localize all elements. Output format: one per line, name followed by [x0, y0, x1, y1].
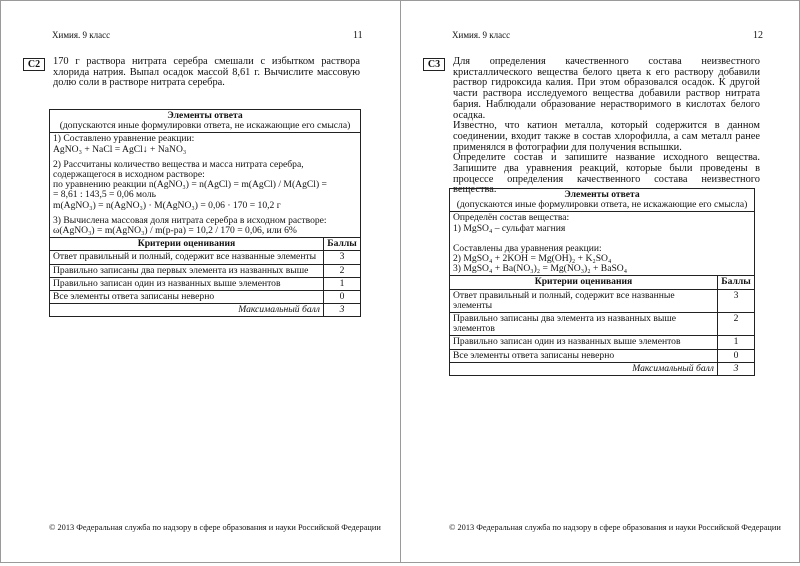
points-header: Баллы — [324, 238, 361, 251]
criteria-points: 3 — [324, 251, 361, 264]
criteria-text: Правильно записан один из названных выше элементов — [450, 336, 718, 349]
task-paragraph: Для определения качественного состава неизвестного кристаллического вещества белого цвета к его раствору добавили раствор гидроксида калия. При этом образовался осадок. К другой части раствора исследуемого вещества добавили раствор нитрата бария. Наблюдали образование нерастворимого в кислотах белого осадка. — [453, 56, 760, 121]
task-paragraph: 170 г раствора нитрата серебра смешали с избытком раствора хлорида натрия. Выпал осадок массой 8,61 г. Вычислите массовую долю соли в растворе нитрата серебра. — [53, 56, 360, 89]
criteria-points: 0 — [324, 291, 361, 304]
task-text — [453, 57, 760, 196]
criteria-row — [50, 251, 361, 264]
page-footer: © 2013 Федеральная служба по надзору в сфере образования и науки Российской Федерации — [49, 523, 381, 532]
page-header: Химия. 9 класс — [452, 30, 511, 40]
answer-line: 3) MgSO₄ + Ba(NO₃)₂ = Mg(NO₃)₂ + BaSO₄ — [453, 263, 628, 275]
criteria-row — [450, 349, 755, 362]
criteria-row — [450, 289, 755, 312]
criteria-text: Правильно записаны два первых элемента из названных выше — [50, 264, 324, 277]
answer-header — [50, 110, 361, 133]
answer-line: = 8,61 : 143,5 = 0,06 моль — [53, 189, 156, 201]
answer-line: AgNO₃ + NaCl = AgCl↓ + NaNO₃ — [53, 143, 187, 155]
criteria-text: Все элементы ответа записаны неверно — [450, 349, 718, 362]
criteria-points: 2 — [718, 313, 755, 336]
answer-table — [449, 188, 755, 376]
criteria-points: 1 — [718, 336, 755, 349]
criteria-points: 2 — [324, 264, 361, 277]
answer-header — [450, 189, 755, 212]
answer-subtitle: (допускаются иные формулировки ответа, не искажающие его смысла) — [59, 120, 351, 132]
criteria-text: Правильно записан один из названных выше элементов — [50, 277, 324, 290]
max-row — [50, 304, 361, 317]
criteria-text: Ответ правильный и полный, содержит все названные элементы — [450, 289, 718, 312]
answer-title: Элементы ответа — [564, 189, 640, 200]
answer-line: Определён состав вещества: — [453, 212, 570, 224]
criteria-row — [50, 264, 361, 277]
answer-subtitle: (допускаются иные формулировки ответа, не искажающие его смысла) — [456, 199, 748, 211]
answer-line: m(AgNO₃) = n(AgNO₃) · M(AgNO₃) = 0,06 · 170 = 10,2 г — [53, 199, 281, 211]
criteria-header: Критерии оценивания — [50, 238, 324, 251]
answer-line: 1) MgSO₄ – сульфат магния — [453, 222, 566, 234]
points-header: Баллы — [718, 276, 755, 289]
criteria-points: 0 — [718, 349, 755, 362]
task-id-badge: С3 — [423, 58, 445, 71]
criteria-points: 1 — [324, 277, 361, 290]
max-label: Максимальный балл — [50, 304, 324, 317]
answer-table — [49, 109, 361, 317]
page-number: 12 — [753, 30, 763, 41]
criteria-points: 3 — [718, 289, 755, 312]
answer-line: по уравнению реакции n(AgNO₃) = n(AgCl) = m(AgCl) / M(AgCl) = — [53, 179, 327, 191]
answer-line: Составлены два уравнения реакции: — [453, 242, 602, 254]
answer-elements — [50, 133, 361, 238]
answer-title: Элементы ответа — [167, 110, 243, 121]
max-label: Максимальный балл — [450, 362, 718, 375]
task-paragraph: Определите состав и запишите название исходного вещества. Запишите два уравнения реакций, которые были проведены в процессе определения качественного состава неизвестного вещества. — [453, 152, 760, 196]
criteria-text: Правильно записаны два элемента из названных выше элементов — [450, 313, 718, 336]
answer-line: 3) Вычислена массовая доля нитрата серебра в исходном растворе: — [53, 214, 327, 226]
answer-line: 2) MgSO₄ + 2KOH = Mg(OH)₂ + K₂SO₄ — [453, 253, 612, 265]
max-points: 3 — [324, 304, 361, 317]
page-11 — [0, 0, 401, 563]
criteria-row — [50, 277, 361, 290]
criteria-header: Критерии оценивания — [450, 276, 718, 289]
criteria-row — [450, 313, 755, 336]
answer-elements — [450, 212, 755, 276]
page-footer: © 2013 Федеральная служба по надзору в сфере образования и науки Российской Федерации — [449, 523, 781, 532]
answer-line: 1) Составлено уравнение реакции: — [53, 133, 195, 145]
max-row — [450, 362, 755, 375]
criteria-row — [50, 291, 361, 304]
task-text — [53, 57, 360, 89]
task-id-badge: С2 — [23, 58, 45, 71]
criteria-text: Ответ правильный и полный, содержит все названные элементы — [50, 251, 324, 264]
criteria-row — [450, 336, 755, 349]
task-paragraph: Известно, что катион металла, который содержится в данном соединении, входит также в состав хлорофилла, а сам металл ранее применялся в фотографии для получения вспышки. — [453, 120, 760, 153]
page-12 — [400, 0, 800, 563]
page-number: 11 — [353, 30, 363, 41]
answer-line: 2) Рассчитаны количество вещества и масса нитрата серебра, содержащегося в исходном растворе: — [53, 158, 304, 181]
answer-line: ω(AgNO₃) = m(AgNO₃) / m(р-ра) = 10,2 / 170 = 0,06, или 6% — [53, 225, 297, 237]
criteria-text: Все элементы ответа записаны неверно — [50, 291, 324, 304]
page-header: Химия. 9 класс — [52, 30, 111, 40]
max-points: 3 — [718, 362, 755, 375]
